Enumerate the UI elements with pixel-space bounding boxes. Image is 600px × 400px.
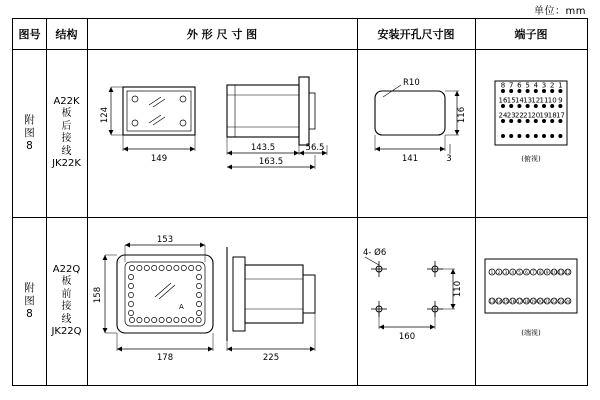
row1-dim-depth-total: 163.5: [258, 157, 284, 167]
terminal-label: 13: [523, 96, 533, 105]
row2-mount-holes: 4- Ø6: [363, 248, 387, 258]
terminal-hole: [196, 310, 201, 315]
terminal-label: 7: [532, 270, 535, 275]
terminal-hole: [189, 317, 194, 322]
row1-structure-l2: 板: [61, 108, 72, 119]
row1-structure-l4: 接: [61, 133, 72, 144]
row2-terminal-caption: (端视): [521, 329, 541, 337]
terminal-hole: [196, 265, 201, 270]
terminal-dot: [517, 89, 521, 93]
terminal-hole: [128, 283, 133, 288]
terminal-label: 3: [504, 270, 508, 275]
header-structure: 结构: [55, 28, 78, 41]
terminal-dot: [526, 89, 530, 93]
row1-terminal-caption: (俯视): [521, 155, 541, 163]
row1-fig-no-l2: 图: [24, 126, 35, 139]
terminal-label: 9: [558, 96, 563, 105]
row2-fig-no: [13, 217, 46, 385]
terminal-label: 2: [497, 270, 501, 275]
terminal-label: 18: [547, 111, 557, 120]
terminal-hole: [181, 265, 186, 270]
row1-mount-height: 116: [457, 106, 467, 124]
terminal-dot: [542, 89, 546, 93]
header-terminal: 端子图: [514, 28, 548, 41]
row1-structure-l1: A22K: [53, 95, 80, 107]
row1-mounting-drawing: [357, 49, 475, 217]
terminal-dot: [550, 89, 554, 93]
terminal-hole: [128, 274, 133, 279]
terminal-label: 1: [490, 270, 494, 275]
row2-structure-l3: 前: [61, 288, 72, 300]
terminal-label: 3: [541, 81, 547, 90]
terminal-label: 16: [510, 299, 516, 304]
row1-dim-height: 124: [100, 106, 110, 124]
row2-structure-l5: 线: [61, 313, 72, 325]
terminal-hole: [196, 292, 201, 297]
row2-terminal-drawing: [475, 217, 587, 385]
row1-fig-no: [13, 49, 46, 217]
terminal-dot: [517, 119, 521, 123]
header-outline: 外 形 尺 寸 图: [186, 28, 258, 41]
terminal-dot: [509, 119, 513, 123]
terminal-dot: [501, 119, 505, 123]
terminal-label: 23: [506, 111, 516, 120]
terminal-dot: [526, 119, 530, 123]
terminal-label: 21: [523, 111, 533, 120]
header-fig-no: 图号: [18, 28, 41, 41]
row2-structure-l1: A22Q: [52, 263, 81, 275]
terminal-label: 20: [537, 299, 543, 304]
row2-fig-no-l3: 8: [26, 307, 33, 320]
row1-terminal-drawing: [475, 49, 587, 217]
terminal-dot: [526, 104, 530, 108]
row2-dim-depth-total: 225: [262, 353, 280, 363]
terminal-label: 12: [531, 96, 541, 105]
terminal-label: 24: [498, 111, 508, 120]
row1-structure-l3: 后: [61, 120, 72, 132]
terminal-label: 1: [558, 81, 563, 90]
terminal-label: 11: [558, 270, 564, 275]
row2-structure-l4: 接: [61, 301, 72, 312]
terminal-label: 19: [539, 111, 549, 120]
terminal-dot: [534, 119, 538, 123]
terminal-label: 17: [555, 111, 565, 120]
terminal-dot: [542, 104, 546, 108]
terminal-hole: [128, 310, 133, 315]
terminal-label: 24: [565, 299, 571, 304]
row2-dim-width: 178: [156, 353, 174, 363]
row1-dim-depth-body: 143.5: [250, 143, 276, 153]
row2-structure-l2: 板: [61, 276, 72, 287]
spec-table: [12, 18, 588, 386]
terminal-label: 8: [500, 81, 506, 90]
row1-structure-l6: JK22K: [52, 158, 81, 169]
svg-text:A: A: [179, 303, 184, 311]
terminal-hole: [144, 265, 149, 270]
row2-structure-l6: JK22Q: [51, 326, 82, 337]
terminal-hole: [137, 317, 142, 322]
terminal-dot: [558, 89, 562, 93]
terminal-hole: [196, 283, 201, 288]
terminal-hole: [196, 301, 201, 306]
terminal-label: 6: [517, 81, 522, 90]
row1-mount-width: 141: [401, 154, 419, 164]
terminal-label: 22: [551, 299, 557, 304]
terminal-hole: [174, 317, 179, 322]
terminal-hole: [196, 317, 201, 322]
terminal-label: 13: [489, 299, 495, 304]
terminal-label: 22: [514, 111, 524, 120]
terminal-label: 9: [545, 270, 549, 275]
row2-fig-no-l2: 图: [24, 294, 35, 307]
header-mounting: 安装开孔尺寸图: [377, 28, 455, 41]
terminal-hole: [166, 265, 171, 270]
terminal-label: 17: [516, 299, 523, 304]
terminal-label: 8: [538, 270, 542, 275]
terminal-dot: [558, 119, 562, 123]
terminal-label: 10: [551, 270, 557, 275]
row2-dim-width-inner: 153: [156, 235, 174, 245]
row1-fig-no-l1: 附: [24, 113, 35, 126]
terminal-dot: [534, 89, 538, 93]
row1-dim-width: 149: [150, 154, 168, 164]
terminal-dot: [542, 119, 546, 123]
row1-structure: [46, 49, 87, 217]
terminal-dot: [501, 104, 505, 108]
terminal-hole: [128, 292, 133, 297]
terminal-label: 18: [523, 299, 530, 304]
terminal-dot: [509, 134, 513, 138]
row2-mount-height: 110: [453, 280, 463, 298]
row1-structure-l5: 线: [61, 145, 72, 157]
unit-note: 单位：mm: [534, 6, 586, 17]
terminal-hole: [189, 265, 194, 270]
terminal-hole: [137, 265, 142, 270]
row2-fig-no-l1: 附: [24, 281, 35, 294]
terminal-hole: [174, 265, 179, 270]
terminal-dot: [550, 134, 554, 138]
terminal-hole: [129, 265, 134, 270]
terminal-label: 4: [533, 81, 539, 90]
terminal-dot: [526, 134, 530, 138]
terminal-label: 4: [511, 270, 515, 275]
row2-dim-height: 158: [93, 286, 103, 304]
terminal-label: 14: [514, 96, 524, 105]
terminal-dot: [550, 104, 554, 108]
terminal-label: 21: [544, 299, 550, 304]
terminal-dot: [509, 104, 513, 108]
row2-mounting-drawing: [357, 217, 475, 385]
row1-mount-radius: R10: [403, 78, 420, 88]
terminal-label: 12: [565, 270, 571, 275]
terminal-label: 10: [547, 96, 557, 105]
terminal-label: 15: [506, 96, 516, 105]
terminal-dot: [550, 119, 554, 123]
terminal-hole: [159, 317, 164, 322]
terminal-label: 11: [539, 96, 549, 105]
row1-mount-slot: 3: [446, 154, 452, 164]
terminal-dot: [542, 134, 546, 138]
terminal-dot: [509, 89, 513, 93]
terminal-hole: [159, 265, 164, 270]
row1-fig-no-l3: 8: [26, 139, 33, 152]
terminal-hole: [129, 317, 134, 322]
terminal-hole: [152, 265, 157, 270]
row2-mount-width: 160: [398, 332, 416, 342]
terminal-dot: [501, 134, 505, 138]
terminal-hole: [144, 317, 149, 322]
terminal-label: 5: [518, 270, 521, 275]
terminal-label: 16: [498, 96, 508, 105]
terminal-label: 19: [530, 299, 537, 304]
terminal-label: 6: [525, 270, 528, 275]
terminal-dot: [517, 134, 521, 138]
terminal-dot: [517, 104, 521, 108]
terminal-label: 14: [496, 299, 502, 304]
terminal-label: 23: [558, 299, 564, 304]
terminal-hole: [166, 317, 171, 322]
terminal-label: 2: [549, 81, 555, 90]
row2-outline-drawing: [87, 217, 357, 385]
terminal-label: 20: [531, 111, 541, 120]
terminal-label: 15: [503, 299, 509, 304]
terminal-hole: [152, 317, 157, 322]
terminal-dot: [534, 104, 538, 108]
row2-structure: [46, 217, 87, 385]
terminal-dot: [501, 89, 505, 93]
terminal-label: 5: [525, 81, 530, 90]
row1-outline-drawing: [87, 49, 357, 217]
terminal-dot: [558, 104, 562, 108]
terminal-hole: [128, 301, 133, 306]
terminal-dot: [534, 134, 538, 138]
terminal-dot: [558, 134, 562, 138]
terminal-hole: [196, 274, 201, 279]
terminal-label: 7: [508, 81, 514, 90]
row1-dim-depth-flange: 56.5: [305, 143, 325, 153]
terminal-hole: [181, 317, 186, 322]
